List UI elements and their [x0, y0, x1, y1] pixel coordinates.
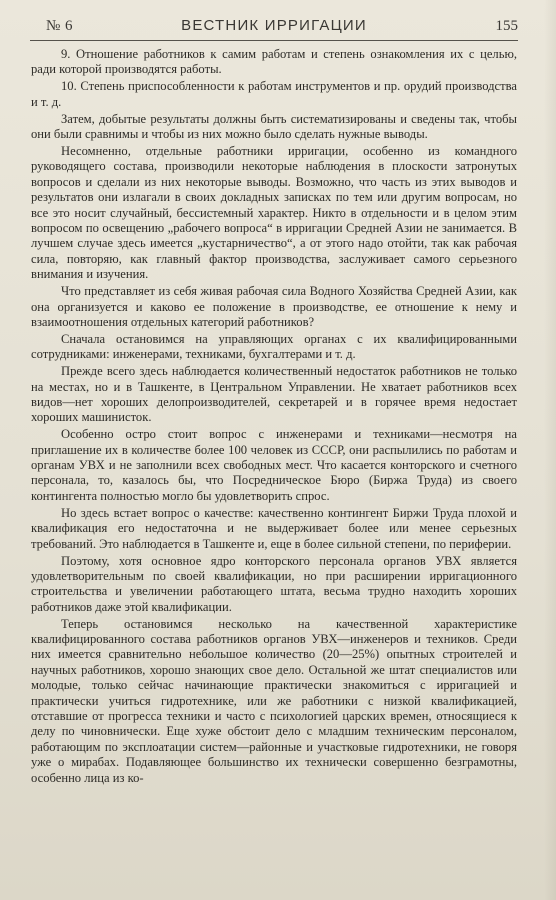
issue-number: № 6	[46, 18, 74, 34]
paragraph-question: Что представляет из себя живая рабочая сила Водного Хозяйства Средней Азии, как она организуется и каково ее положение в производстве, ее отношение к нему и взаимоотношения отдельных категорий работников?	[31, 284, 517, 329]
paragraph-core-staff: Поэтому, хотя основное ядро конторского персонала органов УВХ является удовлетворительным по своей квалификации, но при расширении ирригационного строительства и увеличении работающего штата, весьма трудно находить хороших работников даже этой квалификации.	[31, 553, 517, 614]
journal-title: ВЕСТНИК ИРРИГАЦИИ	[181, 17, 367, 34]
paragraph-quality: Но здесь встает вопрос о качестве: качественно контингент Биржи Труда плохой и квалификация его недостаточна и не выдерживает более или менее серьезных требований. Это наблюдается в Ташкенте и, еще в более сильной степени, по периферии.	[31, 505, 517, 551]
paragraph-observations: Несомненно, отдельные работники ирригации, особенно из командного руководящего состава, производили некоторые наблюдения в плоскости затронутых вопросов и сделали из них некоторые выводы. Возможно, что часть из этих выводов и результатов они излагали в своих докладных записках по тем или другим вопросам, но все это носит случайный, бессистемный характер. Никто в отдельности и в целом этим вопросом по освещению „рабочего вопроса“ в ирригации Средней Азии не занимается. В лучшем случае здесь имеется „кустарничество“, а от этого надо отойти, так как рабочая сила, повторяю, как главный фактор производства, заслуживает самого серьезного внимания и изучения.	[31, 143, 517, 282]
article-body	[31, 47, 517, 788]
paragraph-governing-bodies: Сначала остановимся на управляющих органах с их квалифицированными сотрудниками: инженерами, техниками, бухгалтерами и т. д.	[31, 331, 517, 362]
paragraph-characteristics: Теперь остановимся несколько на качественной характеристике квалифицированного состава работников органов УВХ—инженеров и техников. Среди них имеется сравнительно небольшое количество (20—25%) опытных строителей и научных работников, хорошо знающих свое дело. Остальной же штат специалистов или молодые, только сейчас начинающие практически знакомиться с ирригацией и практически учиться гидротехнике, или же работники с низкой квалификацией, отставшие от прогресса техники и часто с психологией царских времен, относящиеся к делу по чиновнически. Еще хуже обстоит дело с младшим техническим персоналом, работающим по эксплоатации систем—районные и участковые гидротехники, не говоря уже о мирабах. Подавляющее большинство их технически совершенно безграмотны, особенно лица из ко-	[31, 616, 517, 785]
running-header	[30, 14, 518, 40]
paragraph-shortage: Прежде всего здесь наблюдается количественный недостаток работников не только на местах, но и в Ташкенте, в Центральном Управлении. Не хватает работников всех видов—нет хороших делопроизводителей, секретарей и в горячее время недостает хороших машинисток.	[31, 364, 517, 425]
page-edge-shadow	[544, 0, 556, 900]
paragraph-systematization: Затем, добытые результаты должны быть систематизированы и сведены так, чтобы они были сравнимы и чтобы из них можно было сделать нужные выводы.	[31, 111, 517, 142]
paragraph-item-10: 10. Степень приспособленности к работам инструментов и пр. орудий производства и т. д.	[31, 79, 517, 109]
paragraph-item-9: 9. Отношение работников к самим работам и степень ознакомления их с целью, ради которой производятся работы.	[31, 47, 517, 77]
paragraph-engineers: Особенно остро стоит вопрос с инженерами и техниками—несмотря на приглашение их в количестве более 100 человек из СССР, они распылились по работам и органам УВХ и не заполнили всех свободных мест. Что касается конторского и счетного персонала, то, казалось бы, что Посредническое Бюро (Биржа Труда) из своего контингента полностью могло бы удовлетворить спрос.	[31, 427, 517, 503]
page-number: 155	[495, 18, 518, 34]
header-rule	[30, 40, 518, 41]
